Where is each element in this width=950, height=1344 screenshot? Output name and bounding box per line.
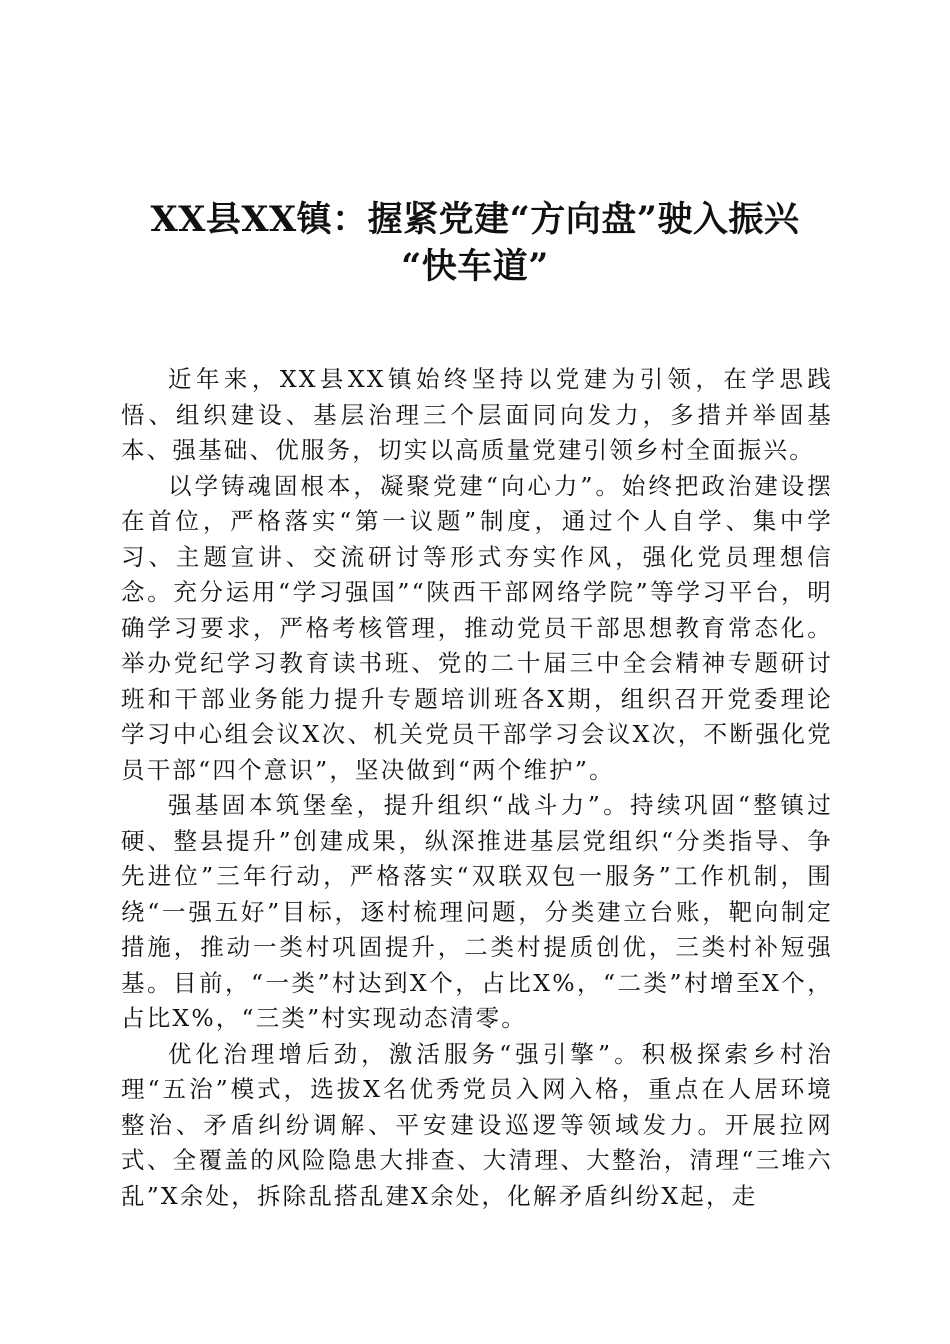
paragraph-governance: 优化治理增后劲，激活服务“强引擎”。积极探索乡村治理“五治”模式，选拔X名优秀党员入网入格，重点在人居环境整治、矛盾纠纷调解、平安建设巡逻等领域发力。开展拉网式、全覆盖的风险隐患大排查、大清理、大整治，清理“三堆六乱”X余处，拆除乱搭乱建X余处，化解矛盾纠纷X起，走 bbox=[121, 1039, 833, 1210]
document-title-line-2: “快车道” bbox=[401, 246, 549, 287]
document-body bbox=[121, 362, 833, 1214]
paragraph-intro: 近年来，XX县XX镇始终坚持以党建为引领，在学思践悟、组织建设、基层治理三个层面同向发力，多措并举固基本、强基础、优服务，切实以高质量党建引领乡村全面振兴。 bbox=[121, 365, 833, 464]
paragraph-study: 以学铸魂固根本，凝聚党建“向心力”。始终把政治建设摆在首位，严格落实“第一议题”制度，通过个人自学、集中学习、主题宣讲、交流研讨等形式夯实作风，强化党员理想信念。充分运用“学习强国”“陕西干部网络学院”等学习平台，明确学习要求，严格考核管理，推动党员干部思想教育常态化。举办党纪学习教育读书班、党的二十届三中全会精神专题研讨班和干部业务能力提升专题培训班各X期，组织召开党委理论学习中心组会议X次、机关党员干部学习会议X次，不断强化党员干部“四个意识”，坚决做到“两个维护”。 bbox=[121, 471, 833, 784]
paragraph-organization: 强基固本筑堡垒，提升组织“战斗力”。持续巩固“整镇过硬、整县提升”创建成果，纵深推进基层党组织“分类指导、争先进位”三年行动，严格落实“双联双包一服务”工作机制，围绕“一强五好”目标，逐村梳理问题，分类建立台账，靶向制定措施，推动一类村巩固提升，二类村提质创优，三类村补短强基。目前，“一类”村达到X个，占比X%，“二类”村增至X个，占比X%，“三类”村实现动态清零。 bbox=[121, 791, 833, 1032]
document-title-line-1: XX县XX镇：握紧党建“方向盘”驶入振兴 bbox=[150, 199, 800, 240]
